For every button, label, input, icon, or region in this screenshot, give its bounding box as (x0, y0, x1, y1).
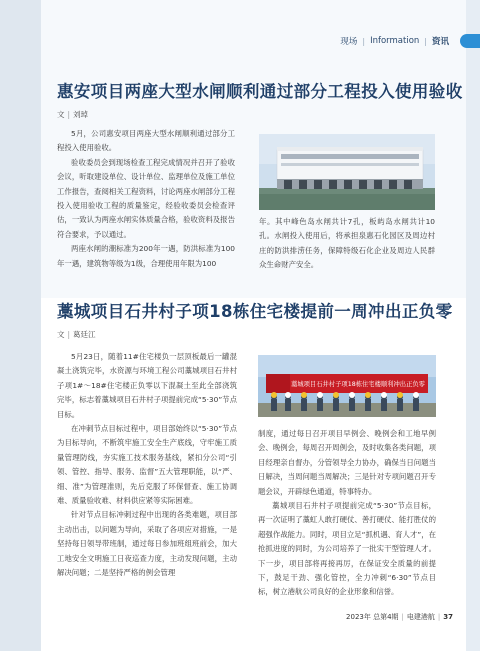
page-number: 37 (443, 613, 453, 621)
section-en: Information (370, 36, 420, 46)
author-label: 文 (57, 110, 65, 119)
paragraph: 5月，公司惠安项目两座大型水闸顺利通过部分工程投入使用验收。 (57, 129, 235, 153)
article1-left-column (57, 127, 235, 271)
issue-label: 2023年 总第4期 (346, 613, 399, 621)
section-header (335, 32, 480, 50)
article1-right-column (259, 215, 435, 273)
author-label: 文 (57, 330, 65, 339)
paragraph: 两座水闸的潮标准为200年一遇，防洪标准为100年一遇，建筑物等级为1级，合理使用年限为100 (57, 244, 235, 268)
floodgate-photo (259, 134, 435, 210)
paragraph: 验收委员会到现场检查工程完成情况并召开了验收会议，听取建设单位、设计单位、监理单位及施工单位工作报告，查阅相关工程资料，讨论两座水闸部分工程投入使用验收工程的质量鉴定，经验收委员会检查评估，一致认为两座水闸实体质量合格，验收资料及报告符合要求，予以通过。 (57, 157, 235, 239)
paragraph: 5月23日，随着11#住宅楼负一层顶板最后一罐混凝土浇筑完毕，水资源与环境工程公司藁城项目石井村子项1#～18#住宅楼正负零以下混凝土至此全部浇筑完毕，标志着藁城项目石井村子项提前完成“5·30”节点目标。 (57, 352, 237, 419)
author-name: 刘琸 (73, 110, 89, 119)
section-tag: 资讯 (431, 37, 449, 47)
team-banner-photo (258, 355, 436, 417)
magazine-name: 电建港航 (406, 613, 435, 621)
article1-byline: 文 | 刘琸 (57, 110, 89, 119)
paragraph: 在冲刺节点目标过程中，项目部始终以“5·30”节点为目标导向，不断筑牢施工安全生产底线，守牢施工质量管理防线，夯实施工技术服务基线，紧扣分公司“引领、管控、指导、服务、监督”五大管理职能，以“严、细、准”为管理准则，先后克服了环保督查、施工协调难、质量验收难、材料供应紧等实际困难。 (57, 424, 237, 506)
paragraph: 针对节点目标冲刺过程中出现的各类难题，项目部主动出击，以问题为导向，采取了各项应对措施，一是坚持每日领导带班制，通过每日参加班组班前会，加大工地安全文明施工日夜巡查力度，主动发现问题，主动解决问题；二是坚持严格的例会管理 (57, 510, 237, 578)
right-margin-bar (466, 0, 480, 651)
section-separator: | (362, 36, 366, 46)
banner-text: 藁城项目石井村子项18栋住宅楼顺利冲出正负零 (291, 381, 425, 388)
paragraph: 藁城项目石井村子项提前完成“5·30”节点目标，再一次证明了藁虹人敢打硬仗、善打硬仗、能打胜仗的超强作战能力。同时，项目立足“抓机遇、育人才”，在抢抓进度的同时，为公司培养了一批实干型管理人才。下一步，项目部将再接再厉，在保证安全质量的前提下，鼓足干劲、强化管控，全力冲刺“6·30”节点目标，树立港航公司良好的企业形象和信誉。 (258, 501, 436, 597)
article2-byline: 文 | 葛廷江 (57, 330, 96, 339)
article2-title: 藁城项目石井村子项18栋住宅楼提前一周冲出正负零 (57, 302, 453, 321)
article2-left-column (57, 350, 237, 581)
paragraph: 制度，通过每日召开项目早例会、晚例会和工地早例会、晚例会，每周召开周例会，及时收集各类问题，项目经理亲自督办，分管领导全力协办，确保当日问题当日解决，当周问题当周解决；三是针对专项问题召开专题会议，开辟绿色通道，特事特办。 (258, 429, 436, 496)
section-cn: 现场 (340, 37, 358, 47)
author-name: 葛廷江 (73, 330, 96, 339)
article1-title: 惠安项目两座大型水闸顺利通过部分工程投入使用验收 (57, 82, 463, 101)
left-margin-bar (0, 0, 41, 651)
section-tab-marker (460, 34, 480, 48)
article2-right-column (258, 427, 436, 600)
paragraph: 年。其中峰色岛水闸共计7孔，板屿岛水闸共计10孔。水闸投入使用后，将承担泉惠石化园区及周边村庄的防洪排涝任务，保障特级石化企业及周边人民群众生命财产安全。 (259, 217, 435, 270)
page-footer: 2023年 总第4期 | 电建港航 | 37 (346, 613, 453, 621)
section-separator: | (424, 36, 427, 46)
